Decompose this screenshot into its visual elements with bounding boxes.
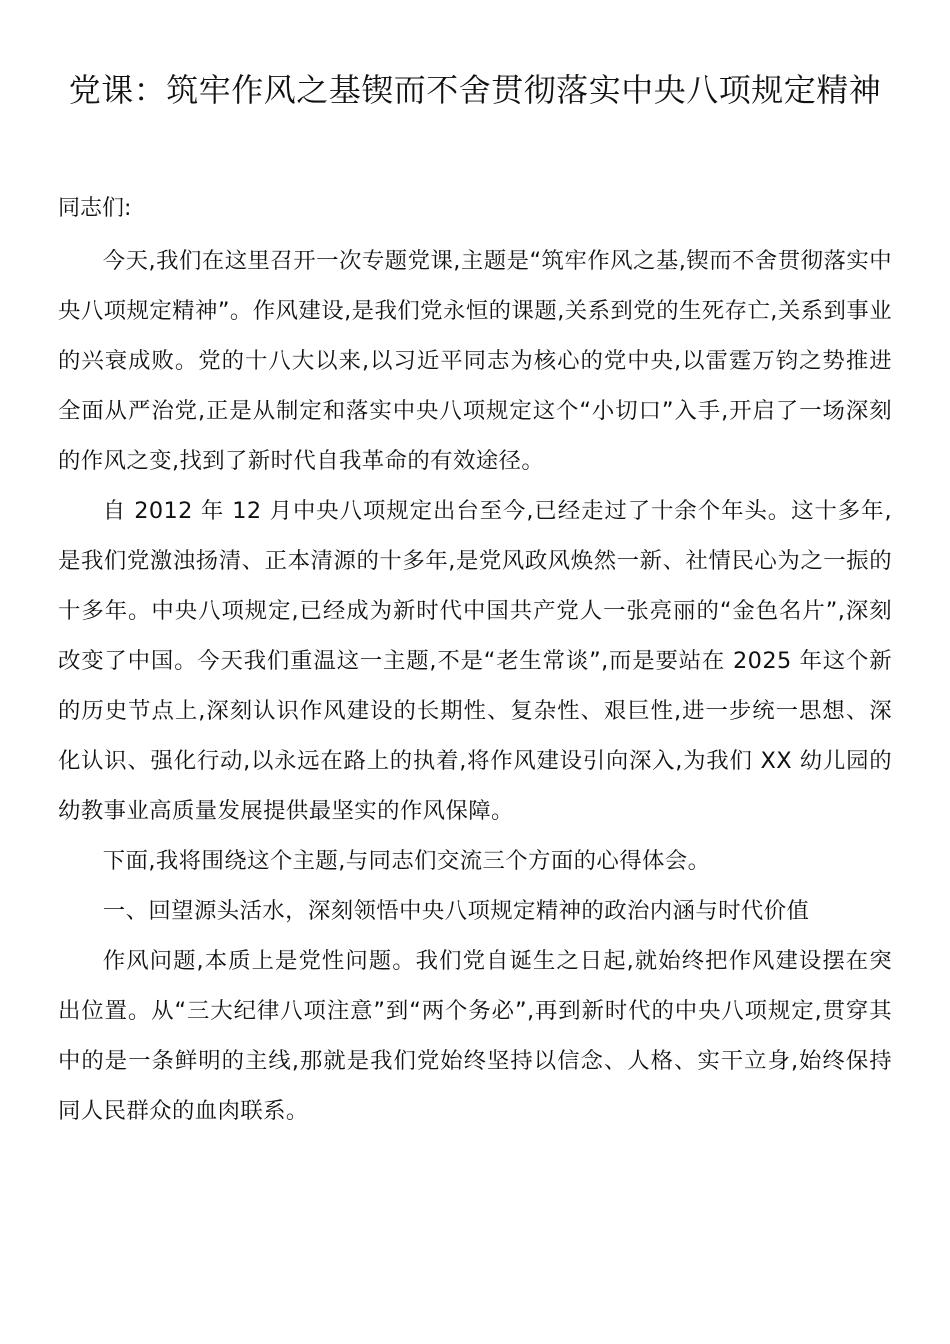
document-title: 党课：筑牢作风之基锲而不舍贯彻落实中央八项规定精神: [68, 71, 882, 109]
paragraph-history: 自 2012 年 12 月中央八项规定出台至今,已经走过了十余个年头。这十多年,是我们党激浊扬清、正本清源的十多年,是党风政风焕然一新、社情民心为之一振的十多年。中央八项规定,已经成为新时代中国共产党人一张亮丽的“金色名片”,深刻改变了中国。今天我们重温这一主题,不是“老生常谈”,而是要站在 2025 年这个新的历史节点上,深刻认识作风建设的长期性、复杂性、艰巨性,进一步统一思想、深化认识、强化行动,以永远在路上的执着,将作风建设引向深入,为我们 XX 幼儿园的幼教事业高质量发展提供最坚实的作风保障。: [58, 498, 892, 824]
paragraph-outline: 下面,我将围绕这个主题,与同志们交流三个方面的心得体会。: [102, 848, 711, 874]
paragraph-intro: 今天,我们在这里召开一次专题党课,主题是“筑牢作风之基,锲而不舍贯彻落实中央八项规定精神”。作风建设,是我们党永恒的课题,关系到党的生死存亡,关系到事业的兴衰成败。党的十八大以来,以习近平同志为核心的党中央,以雷霆万钧之势推进全面从严治党,正是从制定和落实中央八项规定这个“小切口”入手,开启了一场深刻的作风之变,找到了新时代自我革命的有效途径。: [58, 248, 892, 474]
greeting: 同志们:: [58, 196, 132, 221]
section-heading-1: 一、回望源头活水，深刻领悟中央八项规定精神的政治内涵与时代价值: [102, 898, 810, 924]
paragraph-section-1: 作风问题,本质上是党性问题。我们党自诞生之日起,就始终把作风建设摆在突出位置。从“三大纪律八项注意”到“两个务必”,再到新时代的中央八项规定,贯穿其中的是一条鲜明的主线,那就是我们党始终坚持以信念、人格、实干立身,始终保持同人民群众的血肉联系。: [58, 948, 892, 1124]
